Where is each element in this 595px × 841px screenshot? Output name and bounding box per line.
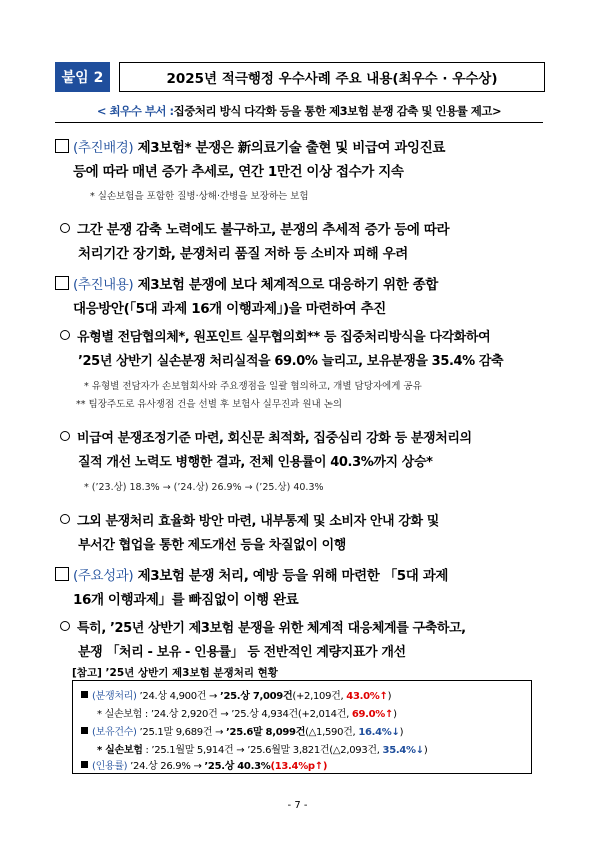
content-bullet2-line2: 질적 개선 노력도 병행한 결과, 전체 인용률이 40.3%까지 상승* — [78, 455, 433, 470]
background-label: (추진배경) — [73, 140, 134, 156]
background-text1: 제3보험* 분쟁은 新의료기술 출현 및 비급여 과잉진료 — [133, 140, 445, 156]
result-text1: 제3보험 분쟁 처리, 예방 등을 위해 마련한 「5대 과제 — [133, 568, 449, 584]
content-bullet1-note1: * 유형별 전담자가 손보협회사와 주요쟁점을 일괄 협의하고, 개별 담당자에게 공유 — [84, 381, 422, 392]
square-bullet-icon — [55, 139, 69, 153]
reference-row-held: (보유건수) ’25.1말 9,689건 → ’25.6말 8,099건(△1,590건, 16.4%↓) — [81, 723, 403, 738]
result-bullet1-line2: 분쟁 「처리 - 보유 - 인용률」 등 전반적인 계량지표가 개선 — [78, 645, 406, 660]
content-bullet2-line1: 비급여 분쟁조정기준 마련, 회신문 최적화, 집중심리 강화 등 분쟁처리의 — [60, 427, 472, 446]
background-note: * 실손보험을 포함한 질병·상해·간병을 보장하는 보험 — [90, 191, 309, 202]
subtitle — [55, 100, 543, 123]
reference-row-held-sub: * 실손보험 : ’25.1월말 5,914건 → ’25.6월말 3,821건(△2,093건, 35.4%↓) — [97, 745, 428, 756]
appendix-tag: 붙임 2 — [55, 62, 110, 92]
square-marker-icon — [81, 761, 88, 768]
content-bullet3-line2: 부서간 협업을 통한 제도개선 등을 차질없이 이행 — [78, 538, 346, 553]
square-marker-icon — [81, 727, 88, 734]
background-bullet-line2: 처리기간 장기화, 분쟁처리 품질 저하 등 소비자 피해 우려 — [78, 246, 408, 262]
background-line2: 등에 따라 매년 증가 추세로, 연간 1만건 이상 접수가 지속 — [73, 164, 404, 180]
content-bullet3-line1: 그외 분쟁처리 효율화 방안 마련, 내부통제 및 소비자 안내 강화 및 — [60, 510, 439, 529]
square-bullet-icon — [55, 276, 69, 290]
background-bullet-line1: 그간 분쟁 감축 노력에도 불구하고, 분쟁의 추세적 증가 등에 따라 — [60, 218, 449, 238]
result-line1 — [55, 564, 448, 584]
appendix-header — [55, 62, 543, 92]
appendix-title: 2025년 적극행정 우수사례 주요 내용(최우수 · 우수상) — [119, 62, 545, 92]
content-bullet1-line1: 유형별 전담협의체*, 원포인트 실무협의회** 등 집중처리방식을 다각화하여 — [60, 326, 490, 345]
circle-bullet-icon — [60, 223, 70, 233]
subtitle-text: 집중처리 방식 다각화 등을 통한 제3보험 분쟁 감축 및 인용률 제고> — [173, 104, 502, 118]
reference-box — [72, 680, 532, 774]
content-label: (추진내용) — [73, 277, 134, 293]
content-line2: 대응방안(「5대 과제 16개 이행과제」)을 마련하여 추진 — [73, 301, 386, 317]
result-line2: 16개 이행과제」를 빠짐없이 이행 완료 — [73, 592, 299, 608]
background-line1 — [55, 136, 445, 156]
content-bullet2-note: * (’23.상) 18.3% → (’24.상) 26.9% → (’25.상) 40.3% — [84, 482, 324, 493]
square-marker-icon — [81, 691, 88, 698]
content-bullet1-note2: ** 팀장주도로 유사쟁점 건을 선별 후 보험사 실무진과 원내 논의 — [76, 399, 343, 410]
circle-bullet-icon — [60, 330, 70, 340]
content-text1: 제3보험 분쟁에 보다 체계적으로 대응하기 위한 종합 — [133, 277, 438, 293]
reference-row-processed-sub: * 실손보험 : ’24.상 2,920건 → ’25.상 4,934건(+2,014건, 69.0%↑) — [97, 709, 397, 720]
circle-bullet-icon — [60, 514, 70, 524]
square-bullet-icon — [55, 567, 69, 581]
content-line1 — [55, 273, 438, 293]
circle-bullet-icon — [60, 621, 70, 631]
reference-row-acceptance: (인용률) ’24.상 26.9% → ’25.상 40.3%(13.4%p↑) — [81, 757, 327, 772]
content-bullet1-line2: ’25년 상반기 실손분쟁 처리실적을 69.0% 늘리고, 보유분쟁을 35.4% 감축 — [78, 354, 504, 369]
subtitle-prefix: < 최우수 부서 : — [96, 104, 174, 118]
reference-row-processed: (분쟁처리) ’24.상 4,900건 → ’25.상 7,009건(+2,109건, 43.0%↑) — [81, 687, 391, 702]
reference-title: [참고] ’25년 상반기 제3보험 분쟁처리 현황 — [72, 667, 278, 679]
page-number: - 7 - — [287, 800, 308, 811]
result-label: (주요성과) — [73, 568, 134, 584]
circle-bullet-icon — [60, 431, 70, 441]
result-bullet1-line1: 특히, ’25년 상반기 제3보험 분쟁을 위한 체계적 대응체계를 구축하고, — [60, 617, 466, 636]
